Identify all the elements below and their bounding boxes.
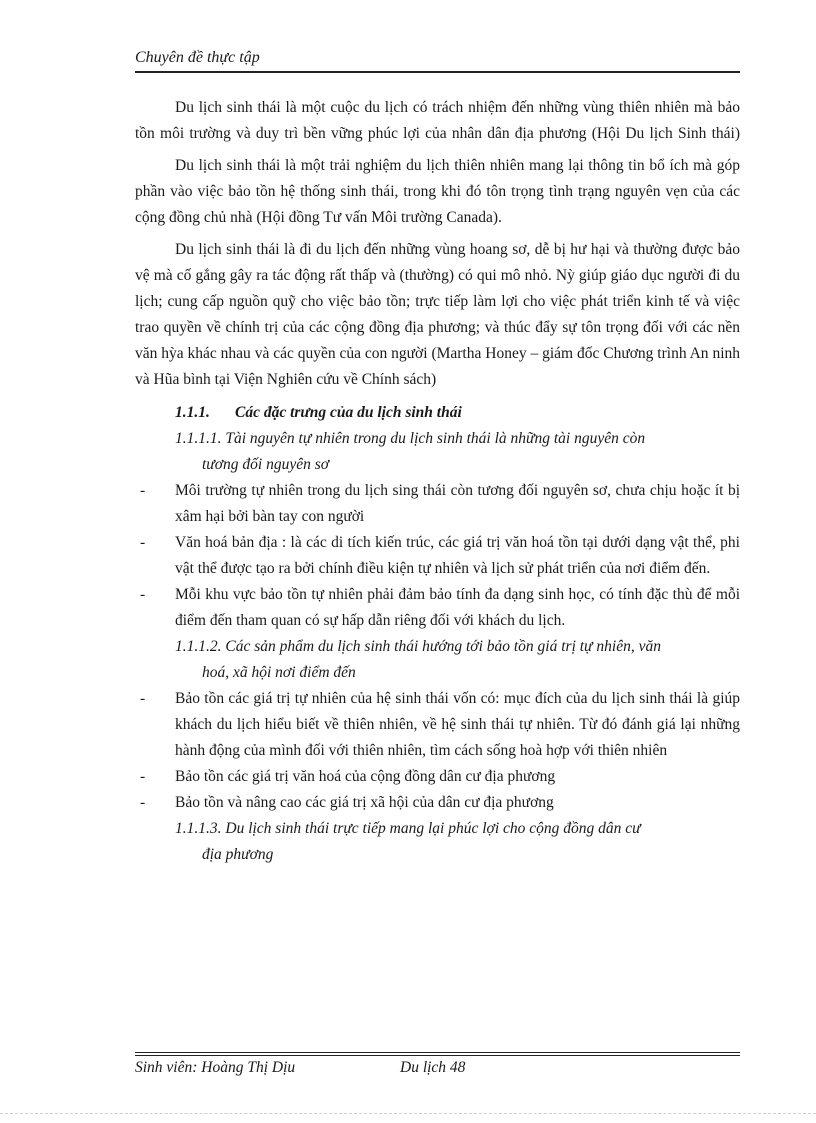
section-title: Các đặc trưng của du lịch sinh thái bbox=[235, 404, 462, 421]
section-heading bbox=[175, 399, 740, 426]
list-item: - Môi trường tự nhiên trong du lịch sing thái còn tương đối nguyên sơ, chưa chịu hoặc ít bị xâm hại bởi bàn tay con người bbox=[135, 478, 740, 530]
paragraph-3: Du lịch sinh thái là đi du lịch đến những vùng hoang sơ, dễ bị hư hại và thường được bảo vệ mà cố gắng gây ra tác động rất thấp và (thường) có qui mô nhỏ. Nỳ giúp giáo dục người đi du lịch; cung cấp nguồn quỹ cho việc bảo tồn; trực tiếp làm lợi cho việc phát triển kinh tế và việc trao quyền về chính trị của các cộng đồng địa phương; và thúc đẩy sự tôn trọng đối với các nền văn hỳa khác nhau và các quyền của con người (Martha Honey – giám đốc Chương trình An ninh và Hũa bình tại Viện Nghiên cứu về Chính sách) bbox=[135, 241, 740, 388]
document-body bbox=[135, 95, 740, 868]
bullet-dash: - bbox=[140, 586, 146, 603]
subsection-number: 1.1.1.3. bbox=[175, 820, 222, 837]
list-item: - Bảo tồn và nâng cao các giá trị xã hội của dân cư địa phương bbox=[135, 790, 740, 816]
subsection-title-line2: hoá, xã hội nơi điểm đến bbox=[202, 664, 356, 681]
page-header: Chuyên đề thực tập bbox=[135, 49, 260, 66]
bullet-dash: - bbox=[140, 690, 146, 707]
footer-rule bbox=[135, 1052, 740, 1053]
header-rule bbox=[135, 71, 740, 73]
subsection-heading-1 bbox=[175, 426, 740, 478]
list-item: - Bảo tồn các giá trị văn hoá của cộng đồng dân cư địa phương bbox=[135, 764, 740, 790]
page-edge bbox=[0, 1113, 816, 1114]
section-number: 1.1.1. bbox=[175, 404, 210, 421]
subsection-title-line1: Tài nguyên tự nhiên trong du lịch sinh thái là những tài nguyên còn bbox=[225, 430, 646, 447]
subsection-title-line1: Du lịch sinh thái trực tiếp mang lại phúc lợi cho cộng đồng dân cư bbox=[225, 820, 641, 837]
subsection-title-line1: Các sản phẩm du lịch sinh thái hướng tới bảo tồn giá trị tự nhiên, văn bbox=[225, 638, 661, 655]
list-item: - Văn hoá bản địa : là các di tích kiến trúc, các giá trị văn hoá tồn tại dưới dạng vật thể, phi vật thể được tạo ra bởi chính điều kiện tự nhiên và lịch sử phát triển của nơi điểm đến. bbox=[135, 530, 740, 582]
list-item: - Mỗi khu vực bảo tồn tự nhiên phải đảm bảo tính đa dạng sinh học, có tính đặc thù để mỗi điểm đến tham quan có sự hấp dẫn riêng đối với khách du lịch. bbox=[135, 582, 740, 634]
footer-rule bbox=[135, 1055, 740, 1056]
bullet-dash: - bbox=[140, 482, 146, 499]
subsection-heading-3 bbox=[175, 816, 740, 868]
subsection-number: 1.1.1.2. bbox=[175, 638, 222, 655]
bullet-dash: - bbox=[140, 534, 146, 551]
bullet-dash: - bbox=[140, 768, 146, 785]
subsection-title-line2: tương đối nguyên sơ bbox=[202, 456, 330, 473]
bullet-dash: - bbox=[140, 794, 146, 811]
list-item: - Bảo tồn các giá trị tự nhiên của hệ sinh thái vốn có: mục đích của du lịch sinh thái là giúp khách du lịch hiểu biết về thiên nhiên, về hệ sinh thái tự nhiên. Từ đó đánh giá lại những hành động của mình đối với thiên nhiên, tìm cách sống hoà hợp với thiên nhiên bbox=[135, 686, 740, 764]
subsection-heading-2 bbox=[175, 634, 740, 686]
paragraph-2: Du lịch sinh thái là một trải nghiệm du lịch thiên nhiên mang lại thông tin bổ ích mà góp phần vào việc bảo tồn hệ thống sinh thái, trong khi đó tôn trọng tình trạng nguyên vẹn của các cộng đồng chủ nhà (Hội đồng Tư vấn Môi trường Canada). bbox=[135, 157, 740, 226]
subsection-title-line2: địa phương bbox=[202, 846, 274, 863]
page-footer bbox=[135, 1058, 740, 1078]
paragraph-1: Du lịch sinh thái là một cuộc du lịch có trách nhiệm đến những vùng thiên nhiên mà bảo tồn môi trường và duy trì bền vững phúc lợi của nhân dân địa phương (Hội Du lịch Sinh thái) bbox=[135, 99, 740, 142]
footer-student: Sinh viên: Hoàng Thị Dịu bbox=[135, 1059, 296, 1076]
footer-class: Du lịch 48 bbox=[400, 1059, 466, 1076]
subsection-number: 1.1.1.1. bbox=[175, 430, 222, 447]
